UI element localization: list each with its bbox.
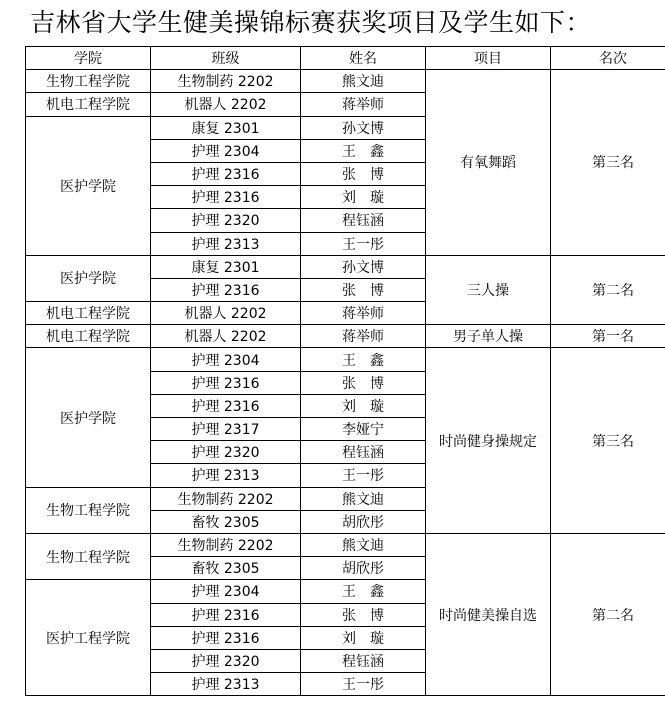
event-cell: 有氧舞蹈 — [426, 70, 551, 256]
student-name-cell: 程钰涵 — [301, 209, 426, 232]
student-name-cell: 王一彤 — [301, 673, 426, 696]
student-name-cell: 蒋举师 — [301, 325, 426, 348]
college-cell: 机电工程学院 — [26, 93, 151, 116]
rank-cell: 第一名 — [551, 325, 665, 348]
student-name-cell: 张 博 — [301, 371, 426, 394]
class-cell: 护理 2316 — [151, 626, 301, 649]
rank-cell: 第二名 — [551, 255, 665, 325]
student-name-cell: 孙文博 — [301, 255, 426, 278]
class-cell: 机器人 2202 — [151, 325, 301, 348]
class-cell: 护理 2313 — [151, 232, 301, 255]
student-name-cell: 刘 璇 — [301, 186, 426, 209]
class-cell: 生物制药 2202 — [151, 70, 301, 93]
class-cell: 生物制药 2202 — [151, 533, 301, 556]
student-name-cell: 王 鑫 — [301, 348, 426, 371]
event-cell: 男子单人操 — [426, 325, 551, 348]
class-cell: 机器人 2202 — [151, 93, 301, 116]
college-cell: 生物工程学院 — [26, 70, 151, 93]
class-cell: 护理 2313 — [151, 464, 301, 487]
class-cell: 护理 2316 — [151, 278, 301, 301]
rank-cell: 第三名 — [551, 348, 665, 534]
class-cell: 护理 2316 — [151, 162, 301, 185]
college-cell: 医护学院 — [26, 116, 151, 255]
student-name-cell: 王一彤 — [301, 464, 426, 487]
table-row — [26, 348, 665, 371]
student-name-cell: 熊文迪 — [301, 487, 426, 510]
header-rank: 名次 — [551, 47, 665, 70]
student-name-cell: 熊文迪 — [301, 70, 426, 93]
college-cell: 机电工程学院 — [26, 302, 151, 325]
class-cell: 护理 2317 — [151, 418, 301, 441]
rank-cell: 第二名 — [551, 533, 665, 695]
rank-cell: 第三名 — [551, 70, 665, 256]
student-name-cell: 李娅宁 — [301, 418, 426, 441]
class-cell: 护理 2304 — [151, 580, 301, 603]
class-cell: 护理 2313 — [151, 673, 301, 696]
class-cell: 畜牧 2305 — [151, 510, 301, 533]
table-row — [26, 70, 665, 93]
college-cell: 机电工程学院 — [26, 325, 151, 348]
table-row — [26, 325, 665, 348]
student-name-cell: 程钰涵 — [301, 649, 426, 672]
class-cell: 护理 2304 — [151, 348, 301, 371]
table-row — [26, 533, 665, 556]
student-name-cell: 张 博 — [301, 603, 426, 626]
student-name-cell: 王一彤 — [301, 232, 426, 255]
student-name-cell: 刘 璇 — [301, 394, 426, 417]
student-name-cell: 王 鑫 — [301, 139, 426, 162]
college-cell: 生物工程学院 — [26, 533, 151, 579]
class-cell: 护理 2316 — [151, 371, 301, 394]
table-header-row — [26, 47, 665, 70]
student-name-cell: 孙文博 — [301, 116, 426, 139]
student-name-cell: 胡欣彤 — [301, 510, 426, 533]
event-cell: 三人操 — [426, 255, 551, 325]
header-class: 班级 — [151, 47, 301, 70]
event-cell: 时尚健身操规定 — [426, 348, 551, 534]
student-name-cell: 蒋举师 — [301, 93, 426, 116]
class-cell: 护理 2316 — [151, 603, 301, 626]
student-name-cell: 张 博 — [301, 162, 426, 185]
student-name-cell: 胡欣彤 — [301, 557, 426, 580]
college-cell: 生物工程学院 — [26, 487, 151, 533]
college-cell: 医护工程学院 — [26, 580, 151, 696]
student-name-cell: 程钰涵 — [301, 441, 426, 464]
class-cell: 护理 2316 — [151, 394, 301, 417]
student-name-cell: 熊文迪 — [301, 533, 426, 556]
award-table — [25, 46, 665, 696]
class-cell: 护理 2304 — [151, 139, 301, 162]
class-cell: 护理 2316 — [151, 186, 301, 209]
student-name-cell: 刘 璇 — [301, 626, 426, 649]
class-cell: 机器人 2202 — [151, 302, 301, 325]
class-cell: 生物制药 2202 — [151, 487, 301, 510]
header-college: 学院 — [26, 47, 151, 70]
college-cell: 医护学院 — [26, 255, 151, 301]
event-cell: 时尚健美操自选 — [426, 533, 551, 695]
class-cell: 康复 2301 — [151, 255, 301, 278]
student-name-cell: 王 鑫 — [301, 580, 426, 603]
class-cell: 护理 2320 — [151, 209, 301, 232]
header-name: 姓名 — [301, 47, 426, 70]
page-title: 吉林省大学生健美操锦标赛获奖项目及学生如下： — [30, 8, 592, 37]
college-cell: 医护学院 — [26, 348, 151, 487]
class-cell: 康复 2301 — [151, 116, 301, 139]
table-row — [26, 255, 665, 278]
header-event: 项目 — [426, 47, 551, 70]
student-name-cell: 张 博 — [301, 278, 426, 301]
student-name-cell: 蒋举师 — [301, 302, 426, 325]
class-cell: 畜牧 2305 — [151, 557, 301, 580]
class-cell: 护理 2320 — [151, 441, 301, 464]
class-cell: 护理 2320 — [151, 649, 301, 672]
